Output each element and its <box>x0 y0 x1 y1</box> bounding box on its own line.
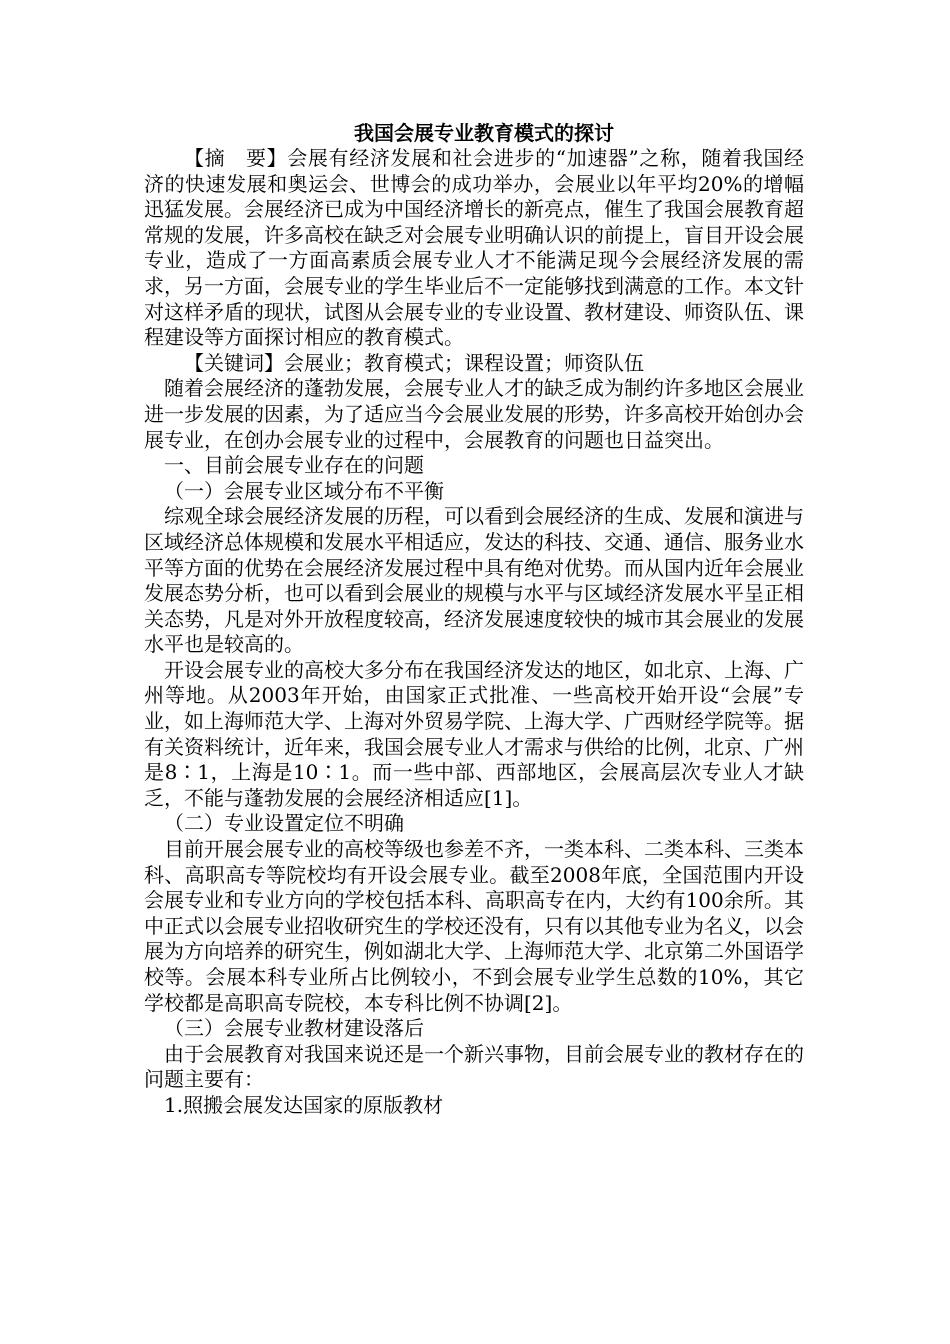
subsection-heading-3: （三）会展专业教材建设落后 <box>164 1016 424 1041</box>
abstract-paragraph: 【摘 要】会展有经济发展和社会进步的“加速器”之称，随着我国经济的快速发展和奥运会、世博会的成功举办，会展业以年平均20%的增幅迅猛发展。会展经济已成为中国经济增长的新亮点，催生了我国会展教育超常规的发展，许多高校在缺乏对会展专业明确认识的前提上，盲目开设会展专业，造成了一方面高素质会展专业人才不能满足现今会展经济发展的需求，另一方面，会展专业的学生毕业后不一定能够找到满意的工作。本文针对这样矛盾的现状，试图从会展专业的专业设置、教材建设、师资队伍、课程建设等方面探讨相应的教育模式。 <box>144 146 804 350</box>
subsection-1-paragraph-1: 综观全球会展经济发展的历程，可以看到会展经济的生成、发展和演进与区域经济总体规模和发展水平相适应，发达的科技、交通、通信、服务业水平等方面的优势在会展经济发展过程中具有绝对优势。而从国内近年会展业发展态势分析，也可以看到会展业的规模与水平与区域经济发展水平呈正相关态势，凡是对外开放程度较高，经济发展速度较快的城市其会展业的发展水平也是较高的。 <box>144 504 804 657</box>
subsection-heading-2: （二）专业设置定位不明确 <box>164 811 404 836</box>
page-title: 我国会展专业教育模式的探讨 <box>354 121 614 145</box>
subsection-3-paragraph-1: 由于会展教育对我国来说还是一个新兴事物，目前会展专业的教材存在的问题主要有： <box>144 1041 804 1092</box>
keywords-paragraph: 【关键词】会展业；教育模式；课程设置；师资队伍 <box>184 350 644 375</box>
section-heading-1: 一、目前会展专业存在的问题 <box>164 453 424 478</box>
subsection-1-paragraph-2: 开设会展专业的高校大多分布在我国经济发达的地区，如北京、上海、广州等地。从2003年开始，由国家正式批准、一些高校开始开设“会展”专业，如上海师范大学、上海对外贸易学院、上海大学、广西财经学院等。据有关资料统计，近年来，我国会展专业人才需求与供给的比例，北京、广州是8∶1，上海是10∶1。而一些中部、西部地区，会展高层次专业人才缺乏，不能与蓬勃发展的会展经济相适应[1]。 <box>144 657 804 810</box>
intro-paragraph: 随着会展经济的蓬勃发展，会展专业人才的缺乏成为制约许多地区会展业进一步发展的因素，为了适应当今会展业发展的形势，许多高校开始创办会展专业，在创办会展专业的过程中，会展教育的问题也日益突出。 <box>144 376 804 452</box>
subsection-2-paragraph-1: 目前开展会展专业的高校等级也参差不齐，一类本科、二类本科、三类本科、高职高专等院校均有开设会展专业。截至2008年底，全国范围内开设会展专业和专业方向的学校包括本科、高职高专在内，大约有100余所。其中正式以会展专业招收研究生的学校还没有，只有以其他专业为名义，以会展为方向培养的研究生，例如湖北大学、上海师范大学、北京第二外国语学校等。会展本科专业所占比例较小，不到会展专业学生总数的10%，其它学校都是高职高专院校，本专科比例不协调[2]。 <box>144 837 804 1015</box>
subsection-3-list-item-1: 1.照搬会展发达国家的原版教材 <box>164 1092 444 1117</box>
subsection-heading-1: （一）会展专业区域分布不平衡 <box>164 478 444 503</box>
document-body <box>144 120 804 1119</box>
